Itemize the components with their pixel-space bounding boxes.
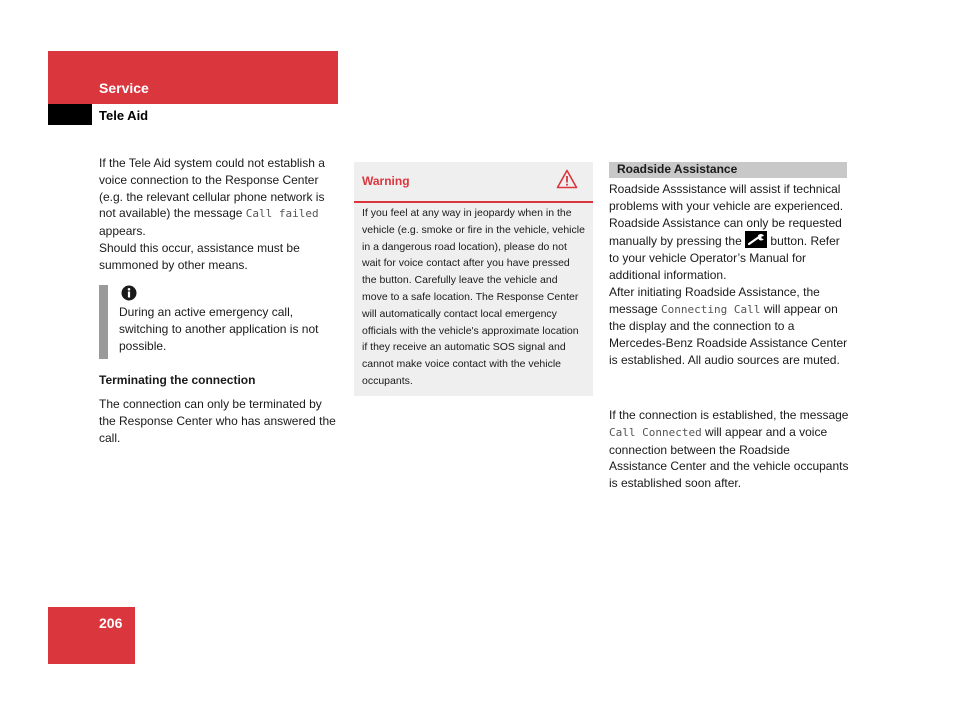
roadside-paragraph-3 (609, 284, 849, 369)
info-icon (121, 285, 137, 301)
intro-paragraph-2: Should this occur, assistance must be summoned by other means. (99, 240, 300, 272)
intro-text-a: If the Tele Aid system could not establish a voice connection to the Response Center (e.g. the relevant cellular phone network is not available) the message (99, 156, 325, 221)
roadside-text-c: After initiating Roadside Assistance, the message (609, 284, 820, 316)
info-bar (99, 285, 108, 359)
wrench-icon (745, 231, 767, 248)
info-text: During an active emergency call, switching to another application is not possible. (119, 305, 319, 353)
page-number: 206 (99, 615, 123, 631)
roadside-text-e: If the connection is established, the message (609, 408, 849, 422)
roadside-heading: Roadside Assistance (617, 162, 738, 176)
roadside-paragraph-2 (609, 215, 849, 284)
section-title: Service (99, 80, 149, 96)
roadside-text-b: button. Refer to your vehicle Operator’s Manual for additional information. (609, 234, 840, 282)
warning-label: Warning (362, 174, 410, 188)
connecting-call-message: Connecting Call (661, 302, 761, 316)
terminating-text: The connection can only be terminated by the Response Center who has answered the call. (99, 397, 336, 445)
terminating-heading: Terminating the connection (99, 373, 256, 387)
roadside-text-d: will appear on the display and the connection to a Mercedes-Benz Roadside Assistance Center is established. All audio sources are muted. (609, 301, 848, 367)
roadside-text-a: Roadside Assistance can only be requested manually by pressing the (609, 215, 842, 249)
warning-triangle-icon (556, 169, 578, 189)
subsection-title: Tele Aid (99, 108, 149, 123)
call-failed-message: Call failed (245, 207, 319, 221)
intro-text (99, 155, 339, 274)
roadside-text-2 (609, 407, 849, 492)
roadside-paragraph-4 (609, 407, 849, 492)
call-connected-message: Call Connected (609, 425, 702, 439)
roadside-paragraph-1: Roadside Asssistance will assist if technical problems with your vehicle are experienced. (609, 182, 844, 213)
warning-header (354, 162, 593, 203)
intro-paragraph (99, 155, 339, 240)
info-note (99, 285, 339, 359)
roadside-text (609, 181, 849, 369)
warning-box (354, 162, 593, 396)
warning-text: If you feel at any way in jeopardy when in the vehicle (e.g. smoke or fire in the vehicle, vehicle in a dangerous road location), please do not wait for voice contact after you have pressed the button. Carefully leave the vehicle and move to a safe location. The Response Center will automatically contact local emergency officials with the vehicle's approximate location if they receive an automatic SOS signal and cannot make voice contact with the vehicle occupants. (362, 207, 585, 387)
header-band (48, 51, 338, 104)
intro-text-b: appears. (99, 224, 146, 239)
roadside-text-f: will appear and a voice connection between the Roadside Assistance Center and the vehicle occupants is established soon after. (609, 424, 849, 491)
subsection-marker (48, 104, 92, 125)
